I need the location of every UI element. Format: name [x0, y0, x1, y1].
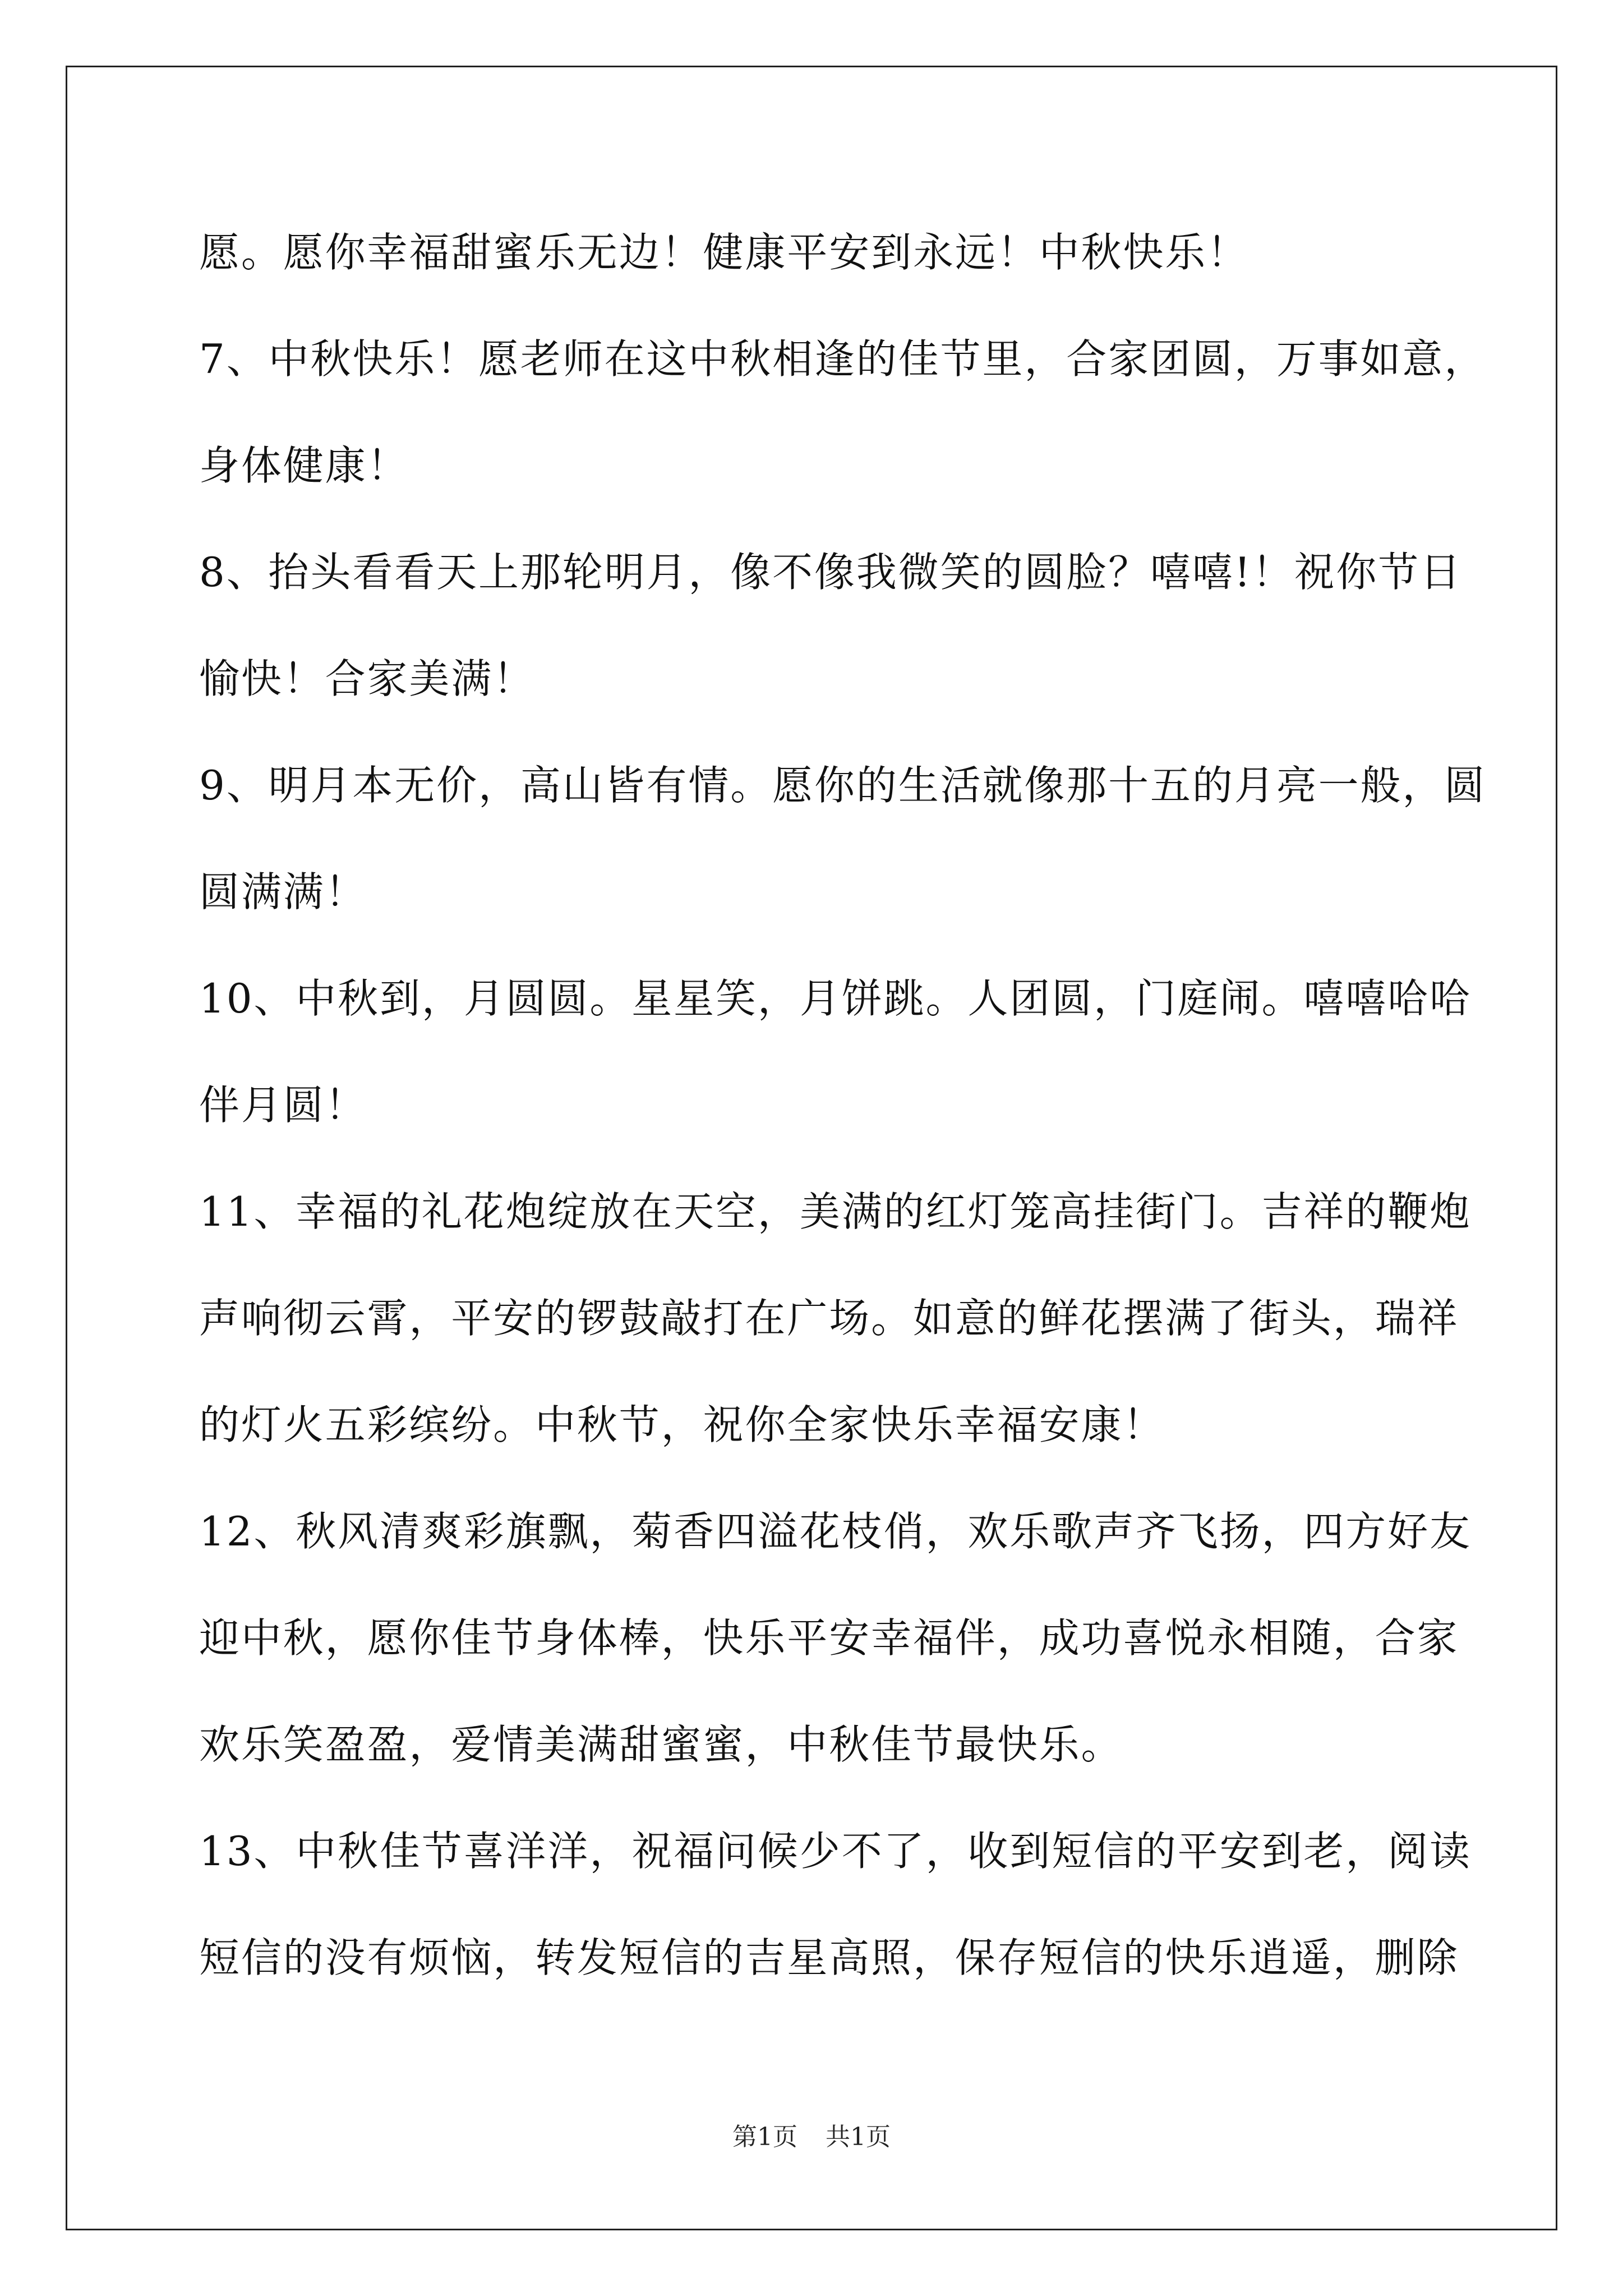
text-line: 愿。愿你幸福甜蜜乐无边！健康平安到永远！中秋快乐！ [199, 229, 1249, 276]
text-line: 短信的没有烦恼，转发短信的吉星高照，保存短信的快乐逍遥，删除 [199, 1934, 1459, 1981]
text-line: 8、抬头看看天上那轮明月，像不像我微笑的圆脸？嘻嘻!！祝你节日 [199, 549, 1463, 596]
text-line: 欢乐笑盈盈，爱情美满甜蜜蜜，中秋佳节最快乐。 [199, 1721, 1123, 1768]
text-line: 12、秋风清爽彩旗飘，菊香四溢花枝俏，欢乐歌声齐飞扬，四方好友 [199, 1508, 1472, 1555]
page-number-total: 共1页 [826, 2123, 891, 2151]
text-line: 13、中秋佳节喜洋洋，祝福问候少不了，收到短信的平安到老，阅读 [199, 1828, 1472, 1875]
text-line: 11、幸福的礼花炮绽放在天空，美满的红灯笼高挂街门。吉祥的鞭炮 [199, 1188, 1472, 1235]
text-line: 伴月圆！ [199, 1082, 367, 1129]
document-body [199, 210, 1487, 2022]
text-line: 9、明月本无价，高山皆有情。愿你的生活就像那十五的月亮一般，圆 [199, 762, 1487, 809]
text-line: 声响彻云霄，平安的锣鼓敲打在广场。如意的鲜花摆满了街头，瑞祥 [199, 1295, 1459, 1342]
text-line: 10、中秋到，月圆圆。星星笑，月饼跳。人团圆，门庭闹。嘻嘻哈哈 [199, 975, 1472, 1022]
text-line: 身体健康！ [199, 442, 409, 489]
text-line: 圆满满！ [199, 868, 367, 915]
text-line: 的灯火五彩缤纷。中秋节，祝你全家快乐幸福安康！ [199, 1401, 1165, 1448]
text-line: 迎中秋，愿你佳节身体棒，快乐平安幸福伴，成功喜悦永相随，合家 [199, 1614, 1459, 1662]
page-number-current: 第1页 [732, 2123, 797, 2151]
page-footer [0, 2120, 1623, 2154]
text-line: 7、中秋快乐！愿老师在这中秋相逢的佳节里，合家团圆，万事如意， [199, 335, 1487, 383]
text-line: 愉快！合家美满！ [199, 655, 536, 702]
